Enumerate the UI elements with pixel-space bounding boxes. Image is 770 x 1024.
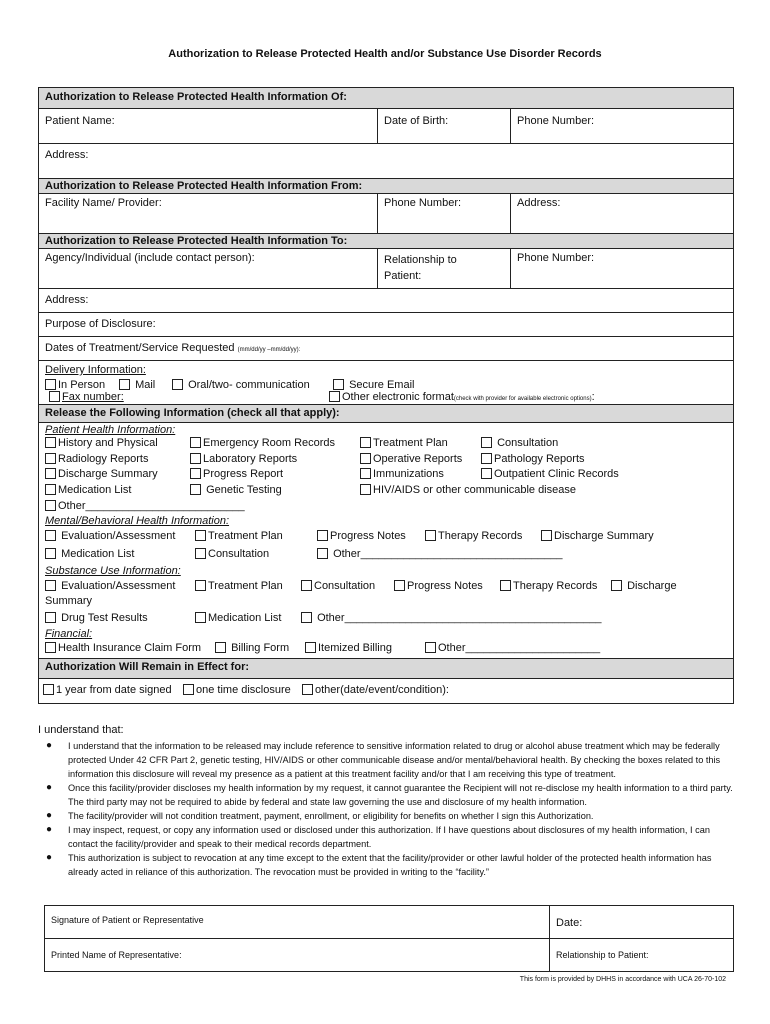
phi-checkbox[interactable] — [481, 453, 492, 464]
effect-other-checkbox[interactable] — [302, 684, 313, 695]
date-field[interactable] — [549, 906, 733, 938]
delivery-fax[interactable] — [49, 391, 124, 403]
fin-label: Financial: — [45, 628, 93, 640]
effect-option-onetime[interactable] — [183, 684, 291, 696]
fin-item[interactable] — [305, 642, 392, 654]
phi-checkbox[interactable] — [190, 453, 201, 464]
bullet-icon: ● — [46, 852, 53, 863]
patient-info-row — [39, 109, 733, 144]
mh-item[interactable] — [45, 548, 134, 560]
bullet-text: This authorization is subject to revocation at any time except to the extent that the facility/provider or other lawful holder of the protected health information has already acted in reliance of this authorization. The revocation must be provided in writing to the “facility.” — [68, 853, 712, 877]
phi-other-checkbox[interactable] — [45, 500, 56, 511]
su-item-label: Treatment Plan — [208, 580, 283, 592]
other-electronic-colon: : — [591, 391, 595, 403]
fin-item-label: Billing Form — [231, 642, 290, 654]
effect-other-label: other(date/event/condition): — [315, 684, 449, 696]
su-item[interactable] — [611, 580, 677, 592]
su-item-label: Discharge — [627, 580, 677, 592]
fin-other[interactable] — [425, 642, 600, 654]
phi-item-label: Medication List — [58, 484, 132, 496]
phi-item-label: Immunizations — [373, 468, 444, 480]
effect-section — [39, 679, 733, 703]
recipient-info-row — [39, 249, 733, 289]
fax-checkbox[interactable] — [49, 391, 60, 402]
oral-checkbox[interactable] — [172, 379, 183, 390]
section-header-from: Authorization to Release Protected Health Information From: — [39, 179, 733, 194]
mh-checkbox[interactable] — [195, 530, 206, 541]
signature-field[interactable] — [45, 906, 549, 938]
understand-bullet — [38, 823, 734, 851]
phi-item[interactable] — [45, 484, 131, 496]
signature-block — [44, 905, 734, 972]
bullet-text: Once this facility/provider discloses my health information by my request, it cannot guarantee the Recipient will not re-disclose my health information to a third party. The third party may not be required to abide by federal and state law governing the use and disclosure of my health information. — [68, 783, 733, 807]
bullet-icon: ● — [46, 824, 53, 835]
agency-label: Agency/Individual (include contact person): — [45, 252, 255, 264]
section-header-effect: Authorization Will Remain in Effect for: — [39, 659, 733, 679]
su-checkbox[interactable] — [45, 580, 56, 591]
relationship-label-line2: Patient: — [384, 270, 422, 282]
su-summary-label: Summary — [45, 595, 93, 607]
phi-item-label: History and Physical — [58, 437, 158, 449]
su-checkbox[interactable] — [301, 580, 312, 591]
effect-onetime-checkbox[interactable] — [183, 684, 194, 695]
patient-address-label: Address: — [45, 149, 89, 161]
phi-checkbox[interactable] — [481, 468, 492, 479]
fax-label: Fax number: — [62, 391, 124, 403]
mh-other[interactable] — [317, 548, 562, 560]
relationship-label-line1: Relationship to — [384, 254, 457, 266]
dates-field[interactable] — [39, 337, 733, 361]
phi-checkbox[interactable] — [190, 484, 201, 495]
mh-item[interactable] — [541, 530, 654, 542]
phi-item[interactable] — [481, 468, 619, 480]
purpose-label: Purpose of Disclosure: — [45, 318, 156, 330]
phi-item-label: Treatment Plan — [373, 437, 448, 449]
mh-item[interactable] — [425, 530, 522, 542]
effect-onetime-label: one time disclosure — [196, 684, 291, 696]
phi-item[interactable] — [360, 437, 448, 449]
printed-name-row — [45, 939, 733, 971]
su-item[interactable] — [500, 580, 597, 592]
phi-item-label: Progress Report — [203, 468, 284, 480]
phi-item[interactable] — [481, 453, 585, 465]
provider-info-row — [39, 194, 733, 234]
fin-other-label: Other______________________ — [438, 642, 601, 654]
relationship-to-patient-field[interactable] — [549, 939, 733, 971]
phi-item[interactable] — [190, 468, 283, 480]
effect-option-other[interactable] — [302, 684, 449, 696]
patient-name-label: Patient Name: — [45, 115, 115, 127]
section-header-to: Authorization to Release Protected Health Information To: — [39, 234, 733, 249]
in-person-checkbox[interactable] — [45, 379, 56, 390]
other-electronic-label: Other electronic format — [342, 391, 454, 403]
printed-name-label: Printed Name of Representative: — [51, 950, 182, 960]
mh-label: Mental/Behavioral Health Information: — [45, 515, 230, 527]
fin-other-checkbox[interactable] — [425, 642, 436, 653]
su-item[interactable] — [45, 612, 148, 624]
fin-checkbox[interactable] — [215, 642, 226, 653]
delivery-secure-email[interactable] — [333, 379, 414, 391]
bullet-text: I may inspect, request, or copy any information used or disclosed under this authorization. If I have questions about disclosures of my health information, I can contact the facility/provider and speak to their medical records department. — [68, 825, 710, 849]
su-other-checkbox[interactable] — [301, 612, 312, 623]
understand-bullet — [38, 739, 734, 781]
delivery-other-electronic[interactable] — [329, 391, 595, 403]
fin-checkbox[interactable] — [305, 642, 316, 653]
su-checkbox[interactable] — [500, 580, 511, 591]
phi-checkbox[interactable] — [45, 468, 56, 479]
phi-item[interactable] — [45, 453, 149, 465]
fin-item-label: Itemized Billing — [318, 642, 392, 654]
delivery-in-person[interactable] — [45, 379, 105, 391]
delivery-section — [39, 361, 733, 405]
understand-bullet — [38, 809, 734, 823]
phi-other-label: Other__________________________ — [58, 500, 245, 512]
release-section — [39, 423, 733, 659]
su-item-label: Medication List — [208, 612, 282, 624]
phi-item-label: Radiology Reports — [58, 453, 149, 465]
phi-item[interactable] — [481, 437, 558, 449]
fin-item[interactable] — [215, 642, 289, 654]
understand-bullet — [38, 781, 734, 809]
su-label: Substance Use Information: — [45, 565, 181, 577]
delivery-label: Delivery Information: — [45, 364, 146, 376]
su-item[interactable] — [301, 580, 375, 592]
phi-item-label: HIV/AIDS or other communicable disease — [373, 484, 576, 496]
su-other-label: Other__________________________________________ — [317, 612, 602, 624]
phi-item[interactable] — [360, 453, 462, 465]
phi-item-label: Outpatient Clinic Records — [494, 468, 619, 480]
relationship-field[interactable] — [377, 249, 510, 288]
mh-other-label: Other_________________________________ — [333, 548, 563, 560]
section-header-of: Authorization to Release Protected Health Information Of: — [39, 88, 733, 109]
mh-checkbox[interactable] — [541, 530, 552, 541]
section-header-release: Release the Following Information (check all that apply): — [39, 405, 733, 423]
bullet-icon: ● — [46, 782, 53, 793]
delivery-oral[interactable] — [172, 379, 310, 391]
phi-item-label: Consultation — [497, 437, 559, 449]
mh-item-label: Evaluation/Assessment — [61, 530, 176, 542]
facility-field[interactable] — [39, 194, 377, 233]
bullet-icon: ● — [46, 810, 53, 821]
recipient-address-label: Address: — [45, 294, 89, 306]
mh-item-label: Treatment Plan — [208, 530, 283, 542]
delivery-mail[interactable] — [119, 379, 155, 391]
phi-other[interactable] — [45, 500, 245, 512]
signature-label: Signature of Patient or Representative — [51, 915, 204, 925]
purpose-field[interactable] — [39, 313, 733, 337]
patient-name-field[interactable] — [39, 109, 377, 143]
in-person-label: In Person — [58, 379, 106, 391]
effect-1year-label: 1 year from date signed — [56, 684, 172, 696]
fin-item-label: Health Insurance Claim Form — [58, 642, 202, 654]
phi-item-label: Pathology Reports — [494, 453, 585, 465]
footer-note: This form is provided by DHHS in accordance with UCA 26-70-102 — [519, 976, 726, 983]
dates-format-hint: (mm/dd/yy –mm/dd/yy): — [237, 347, 301, 353]
su-checkbox[interactable] — [195, 612, 206, 623]
effect-1year-checkbox[interactable] — [43, 684, 54, 695]
phi-item[interactable] — [360, 484, 576, 496]
authorization-form — [38, 87, 734, 704]
phi-checkbox[interactable] — [360, 437, 371, 448]
provider-address-label: Address: — [517, 197, 561, 209]
mh-item-label: Consultation — [208, 548, 270, 560]
su-checkbox[interactable] — [394, 580, 405, 591]
mh-item[interactable] — [195, 548, 269, 560]
relationship-to-patient-label: Relationship to Patient: — [556, 950, 649, 960]
phi-checkbox[interactable] — [360, 484, 371, 495]
su-item[interactable] — [45, 580, 175, 592]
phi-item-label: Emergency Room Records — [203, 437, 336, 449]
form-title: Authorization to Release Protected Health and/or Substance Use Disorder Records — [168, 48, 602, 60]
su-item[interactable] — [394, 580, 483, 592]
recipient-phone-field[interactable] — [510, 249, 733, 288]
phi-item[interactable] — [190, 437, 335, 449]
phi-item-label: Operative Reports — [373, 453, 463, 465]
phi-item-label: Laboratory Reports — [203, 453, 298, 465]
bullet-text: I understand that the information to be released may include reference to sensitive information related to drug or alcohol abuse treatment which may be federally protected Under 42 CFR Part 2, genetic testing, HIV/AIDS or other communicable disease and/or mental/behavioral health. By checking the boxes related to this information this disclosure will reveal my presence as a patient at this treatment facility and/or that I am receiving this type of treatment. — [68, 741, 721, 779]
mh-item[interactable] — [45, 530, 175, 542]
phi-item-label: Discharge Summary — [58, 468, 158, 480]
mh-other-checkbox[interactable] — [317, 548, 328, 559]
phi-checkbox[interactable] — [481, 437, 492, 448]
mh-item-label: Discharge Summary — [554, 530, 654, 542]
mh-checkbox[interactable] — [45, 530, 56, 541]
facility-label: Facility Name/ Provider: — [45, 197, 162, 209]
printed-name-field[interactable] — [45, 939, 549, 971]
recipient-address-field[interactable] — [39, 289, 733, 313]
dob-field[interactable] — [377, 109, 510, 143]
dob-label: Date of Birth: — [384, 115, 449, 127]
patient-phone-field[interactable] — [510, 109, 733, 143]
su-item-label: Consultation — [314, 580, 376, 592]
mh-item[interactable] — [317, 530, 406, 542]
mh-item-label: Medication List — [61, 548, 135, 560]
bullet-text: The facility/provider will not condition treatment, payment, enrollment, or eligibility for benefits on whether I sign this Authorization. — [68, 811, 594, 821]
mh-item[interactable] — [195, 530, 283, 542]
phi-checkbox[interactable] — [190, 437, 201, 448]
patient-phone-label: Phone Number: — [517, 115, 595, 127]
su-item-label: Progress Notes — [407, 580, 483, 592]
other-electronic-checkbox[interactable] — [329, 391, 340, 402]
date-label: Date: — [556, 917, 583, 929]
su-checkbox[interactable] — [45, 612, 56, 623]
phi-checkbox[interactable] — [360, 453, 371, 464]
phi-checkbox[interactable] — [45, 437, 56, 448]
agency-field[interactable] — [39, 249, 377, 288]
mh-checkbox[interactable] — [317, 530, 328, 541]
other-electronic-note: (check with provider for available electronic options) — [453, 396, 592, 402]
mh-item-label: Therapy Records — [438, 530, 523, 542]
phi-label: Patient Health Information: — [45, 424, 176, 436]
su-item-label: Evaluation/Assessment — [61, 580, 176, 592]
phi-item-label: Genetic Testing — [206, 484, 282, 496]
provider-address-field[interactable] — [510, 194, 733, 233]
secure-email-label: Secure Email — [349, 379, 415, 391]
mail-label: Mail — [135, 379, 156, 391]
phi-item[interactable] — [45, 468, 158, 480]
understand-bullet — [38, 851, 734, 879]
phi-item[interactable] — [190, 453, 297, 465]
mh-item-label: Progress Notes — [330, 530, 406, 542]
su-item-label: Drug Test Results — [61, 612, 148, 624]
effect-option-1year[interactable] — [43, 684, 172, 696]
phi-checkbox[interactable] — [360, 468, 371, 479]
mh-checkbox[interactable] — [195, 548, 206, 559]
phi-checkbox[interactable] — [190, 468, 201, 479]
patient-address-field[interactable] — [39, 144, 733, 179]
oral-label: Oral/two- communication — [188, 379, 310, 391]
signature-row — [45, 906, 733, 939]
mh-checkbox[interactable] — [45, 548, 56, 559]
dates-label: Dates of Treatment/Service Requested — [45, 342, 235, 354]
su-other[interactable] — [301, 612, 602, 624]
understand-section — [38, 724, 734, 879]
secure-email-checkbox[interactable] — [333, 379, 344, 390]
su-item[interactable] — [195, 612, 281, 624]
provider-phone-field[interactable] — [377, 194, 510, 233]
fin-checkbox[interactable] — [45, 642, 56, 653]
su-item[interactable] — [195, 580, 283, 592]
phi-item[interactable] — [190, 484, 282, 496]
recipient-phone-label: Phone Number: — [517, 252, 595, 264]
mh-checkbox[interactable] — [425, 530, 436, 541]
mail-checkbox[interactable] — [119, 379, 130, 390]
fin-item[interactable] — [45, 642, 201, 654]
phi-checkbox[interactable] — [45, 484, 56, 495]
su-checkbox[interactable] — [195, 580, 206, 591]
provider-phone-label: Phone Number: — [384, 197, 462, 209]
phi-checkbox[interactable] — [45, 453, 56, 464]
phi-item[interactable] — [45, 437, 158, 449]
bullet-icon: ● — [46, 740, 53, 751]
su-checkbox[interactable] — [611, 580, 622, 591]
understand-label: I understand that: — [38, 724, 124, 736]
phi-item[interactable] — [360, 468, 444, 480]
su-item-label: Therapy Records — [513, 580, 598, 592]
